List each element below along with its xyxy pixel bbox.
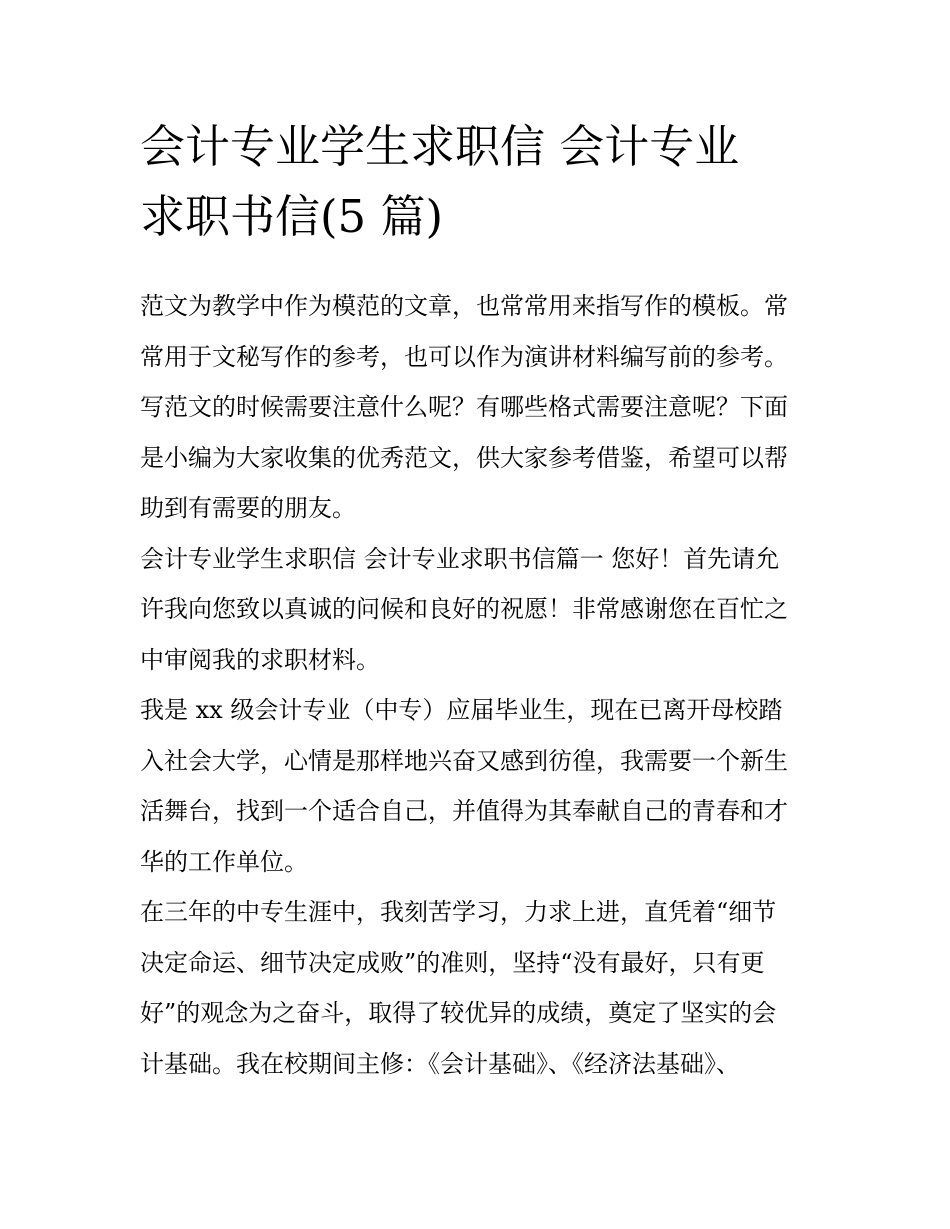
title-line-2: 求职书信(5 篇)	[140, 190, 444, 243]
paragraph-greeting	[140, 534, 830, 686]
text-line: 常用于文秘写作的参考，也可以作为演讲材料编写前的参考。	[140, 342, 788, 371]
paragraph-intro	[140, 281, 830, 534]
text-line: 活舞台，找到一个适合自己，并值得为其奉献自己的青春和才	[140, 797, 788, 825]
text-line: 好”的观念为之奋斗，取得了较优异的成绩，奠定了坚实的会	[140, 999, 777, 1027]
text-line: 我是 xx 级会计专业（中专）应届毕业生，现在已离开母校踏	[140, 696, 783, 724]
text-line: 是小编为大家收集的优秀范文，供大家参考借鉴，希望可以帮	[140, 443, 788, 472]
text-line: 会计专业学生求职信 会计专业求职书信篇一 您好！首先请允	[140, 544, 780, 573]
text-line: 在三年的中专生涯中，我刻苦学习，力求上进，直凭着“细节	[140, 898, 777, 926]
paragraph-study	[140, 887, 830, 1089]
text-line: 助到有需要的朋友。	[140, 494, 356, 522]
text-line: 写范文的时候需要注意什么呢？有哪些格式需要注意呢？下面	[140, 393, 788, 421]
document-title	[140, 112, 820, 252]
text-line: 华的工作单位。	[140, 847, 308, 876]
title-line-1: 会计专业学生求职信 会计专业	[140, 120, 740, 173]
text-line: 决定命运、细节决定成败”的准则，坚持“没有最好，只有更	[140, 948, 765, 977]
text-line: 入社会大学，心情是那样地兴奋又感到彷徨，我需要一个新生	[140, 746, 788, 775]
text-line: 范文为教学中作为模范的文章，也常常用来指写作的模板。常	[140, 292, 788, 320]
document-body	[140, 281, 830, 1089]
text-line: 中审阅我的求职材料。	[140, 645, 380, 674]
text-line: 计基础。我在校期间主修：《会计基础》、《经济法基础》、	[140, 1049, 740, 1078]
paragraph-self-intro	[140, 685, 830, 887]
text-line: 许我向您致以真诚的问候和良好的祝愿！非常感谢您在百忙之	[140, 595, 788, 623]
